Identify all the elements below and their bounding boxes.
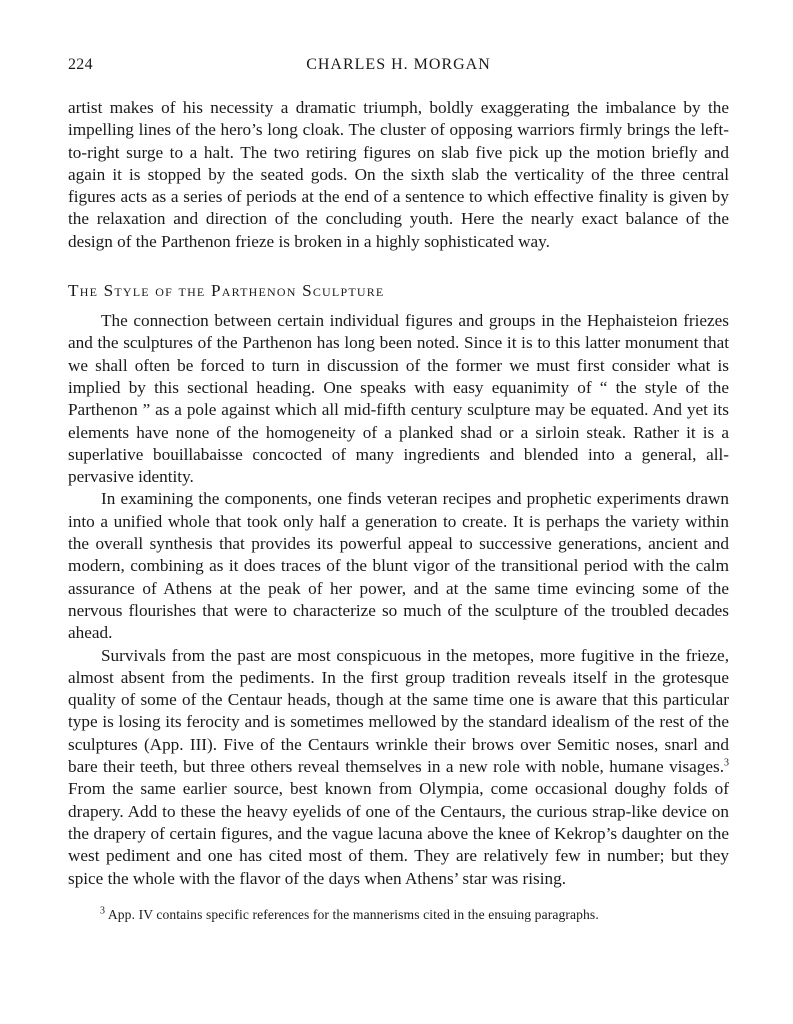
running-head-author: CHARLES H. MORGAN bbox=[306, 56, 491, 73]
section-heading: The Style of the Parthenon Sculpture bbox=[68, 281, 385, 301]
paragraph-survivals bbox=[68, 645, 729, 890]
paragraph-components: In examining the components, one finds veteran recipes and prophetic experiments drawn into a unified whole that took only half a generation to create. It is perhaps the variety within the overall synthesis that provides its powerful appeal to successive generations, ancient and modern, combining as it does traces of the blunt vigor of the transitional period with the calm assurance of Athens at the peak of her power, and at the same time evincing some of the nervous flourishes that were to characterize so much of the sculpture of the troubled decades ahead. bbox=[68, 489, 729, 643]
footnote bbox=[68, 906, 729, 924]
footnote-marker: 3 bbox=[100, 905, 106, 917]
running-head bbox=[68, 52, 729, 78]
survivals-text-after-note: From the same earlier source, best known from Olympia, come occasional doughy folds of drapery. Add to these the heavy eyelids of one of the Centaurs, the curious strap-like device on the drapery of certain figures, and the vague lacuna above the knee of Kekrop’s daughter on the west pediment and one has cited most of them. They are relatively few in number; but they spice the whole with the flavor of the days when Athens’ star was rising. bbox=[68, 779, 729, 888]
survivals-text-before-note: Survivals from the past are most conspicuous in the metopes, more fugitive in the frieze, almost absent from the pediments. In the first group tradition reveals itself in the grotesque quality of some of the Centaur heads, though at the same time one is aware that this particular type is losing its ferocity and is sometimes mellowed by the standard idealism of the rest of the sculptures (App. III). Five of the Centaurs wrinkle their brows over Semitic noses, snarl and bare their teeth, but three others reveal themselves in a new role with noble, humane visages. bbox=[68, 645, 729, 777]
page-number: 224 bbox=[68, 56, 93, 73]
continuation-paragraph: artist makes of his necessity a dramatic triumph, boldly exaggerating the imbalance by the impelling lines of the hero’s long cloak. The cluster of opposing warriors firmly brings the left-to-right surge to a halt. The two retiring figures on slab five pick up the motion briefly and again it is stopped by the seated gods. On the sixth slab the verticality of the three central figures acts as a series of periods at the end of a sentence to which effective finality is given by the relaxation and direction of the concluding youth. Here the nearly exact balance of the design of the Parthenon frieze is broken in a highly sophisticated way. bbox=[68, 98, 729, 251]
body-text bbox=[68, 97, 729, 890]
paragraph-connection: The connection between certain individual figures and groups in the Hephaisteion friezes and the sculptures of the Parthenon has long been noted. Since it is to this latter monument that we shall often be forced to turn in discussion of the former we must first consider what is implied by this sectional heading. One speaks with easy equanimity of “ the style of the Parthenon ” as a pole against which all mid-fifth century sculpture may be equated. And yet its elements have none of the homogeneity of a planked shad or a sirloin steak. Rather it is a superlative bouillabaisse concocted of many ingredients and blended into a general, all-pervasive identity. bbox=[68, 311, 729, 487]
footnote-reference: 3 bbox=[724, 757, 729, 769]
footnote-text: App. IV contains specific references for the mannerisms cited in the ensuing paragraphs. bbox=[105, 906, 599, 922]
page bbox=[68, 52, 729, 937]
